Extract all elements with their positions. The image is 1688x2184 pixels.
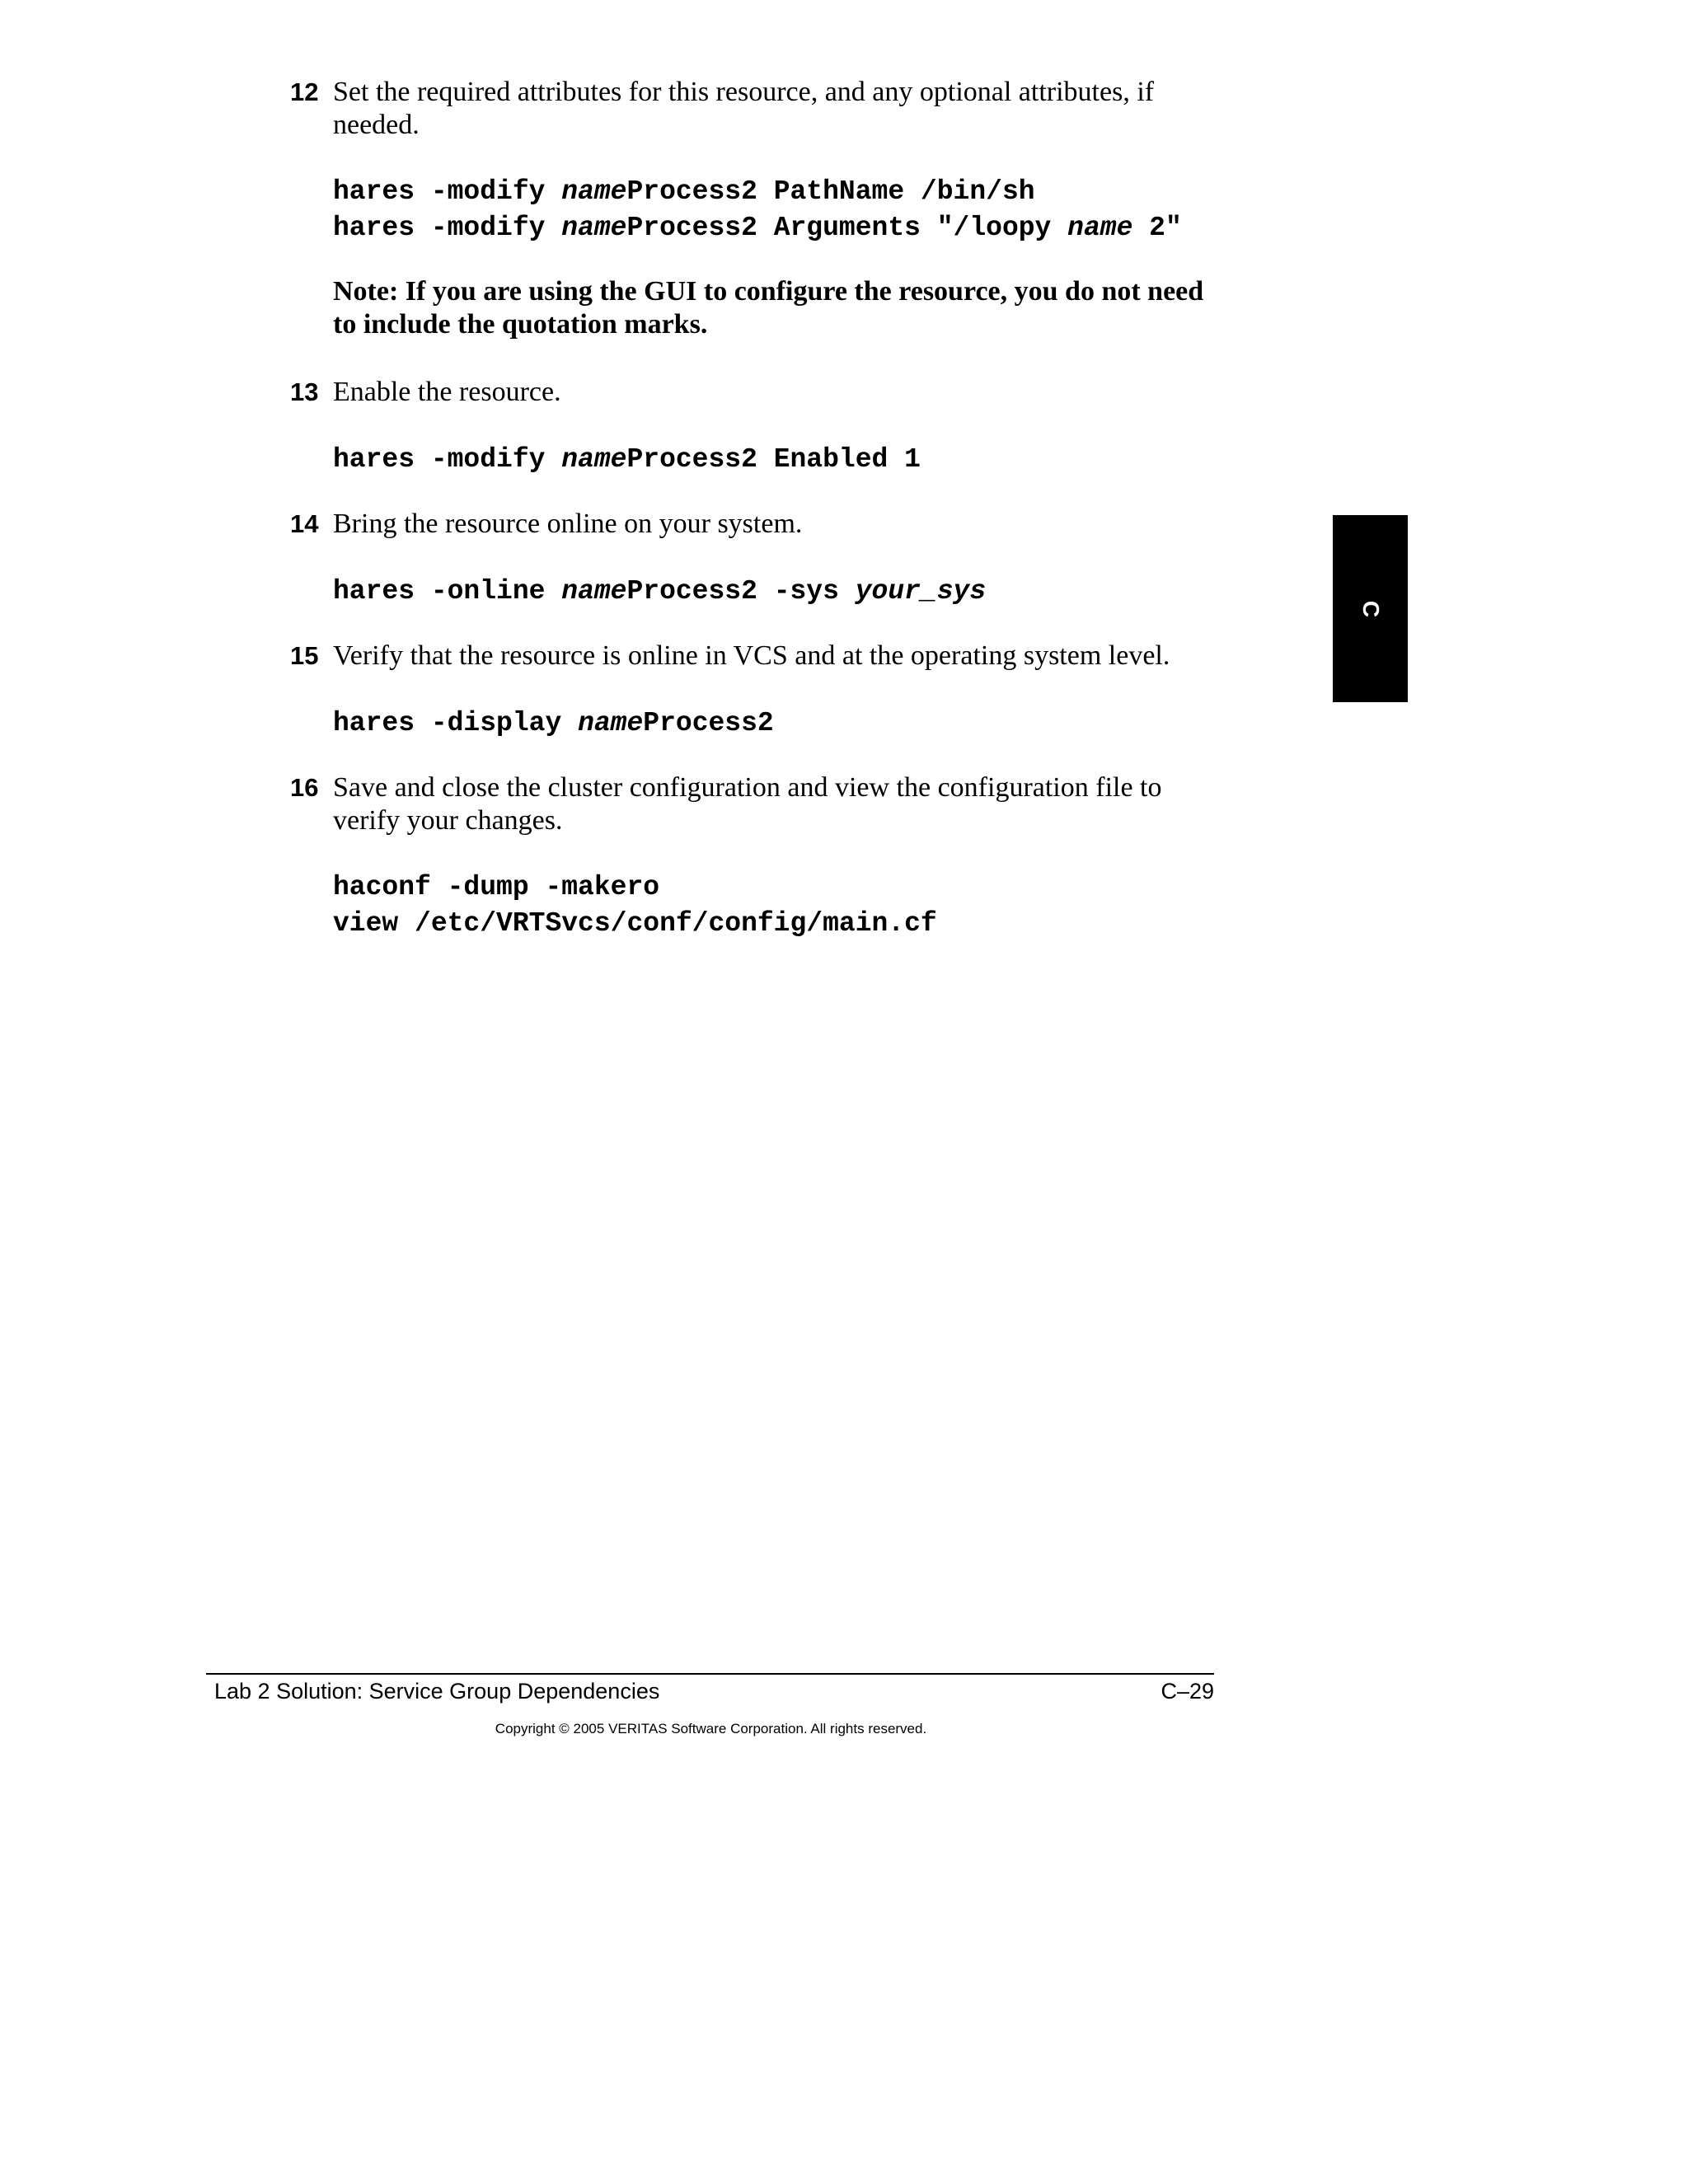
appendix-tab-letter: C	[1357, 600, 1384, 617]
step-instruction: Bring the resource online on your system.	[333, 509, 803, 539]
footer-title: Lab 2 Solution: Service Group Dependencies	[214, 1679, 660, 1704]
step-number: 15	[290, 641, 319, 670]
step-instruction: Save and close the cluster configuration and view the configuration file to verify your changes.	[333, 772, 1162, 836]
step-number: 13	[290, 377, 319, 406]
copyright-notice: Copyright © 2005 VERITAS Software Corporation. All rights reserved.	[495, 1721, 927, 1736]
command-line: hares -modify nameProcess2 PathName /bin/sh	[333, 176, 1035, 207]
command-line: hares -modify nameProcess2 Enabled 1	[333, 444, 921, 475]
footer-divider	[206, 1673, 1214, 1675]
page-number: C–29	[1160, 1679, 1214, 1704]
command-line: view /etc/VRTSvcs/conf/config/main.cf	[333, 908, 937, 939]
step-number: 16	[290, 773, 319, 802]
appendix-tab	[1333, 515, 1408, 702]
step-instruction: Set the required attributes for this resource, and any optional attributes, if needed.	[333, 77, 1155, 140]
gui-note: Note: If you are using the GUI to configure the resource, you do not need to include the quotation marks.	[333, 276, 1204, 340]
command-line: hares -display nameProcess2	[333, 708, 774, 738]
command-line: hares -online nameProcess2 -sys your_sys	[333, 576, 987, 607]
command-line: haconf -dump -makero	[333, 872, 660, 902]
step-instruction: Verify that the resource is online in VCS and at the operating system level.	[333, 640, 1170, 671]
step-number: 12	[290, 77, 319, 106]
step-number: 14	[290, 509, 319, 538]
command-line: hares -modify nameProcess2 Arguments "/loopy name 2"	[333, 213, 1182, 243]
step-instruction: Enable the resource.	[333, 377, 561, 407]
